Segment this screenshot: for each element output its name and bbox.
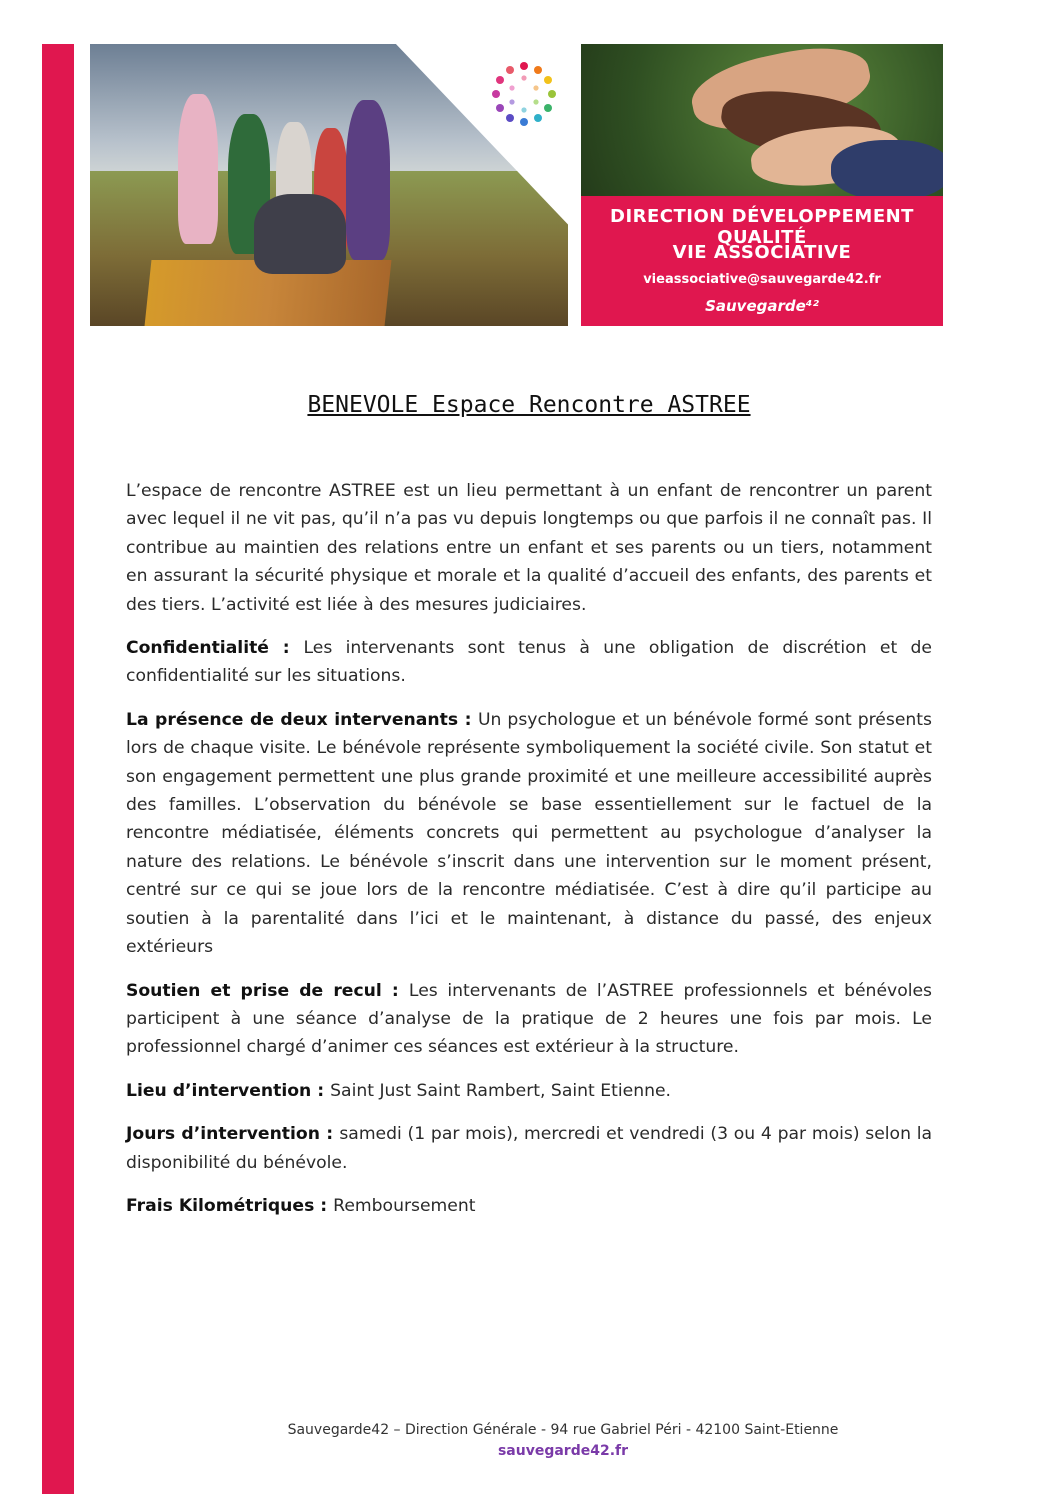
left-accent-bar [42, 44, 74, 1494]
section-text: Les intervenants de l’ASTREE professionnels et bénévoles participent à une séance d’analyse de la pratique de 2 heures une fois par mois. Le professionnel chargé d’animer ces séances est extérieur à la structure. [126, 980, 933, 1058]
section-support: Soutien et prise de recul : Les intervenants de l’ASTREE professionnels et bénévoles participent à une séance d’analyse de la pratique de 2 heures une fois par mois. Le professionnel chargé d’animer ces séances est extérieur à la structure. [126, 980, 933, 1058]
section-text: Saint Just Saint Rambert, Saint Etienne. [330, 1080, 672, 1101]
section-mileage: Frais Kilométriques : Remboursement [126, 1195, 476, 1216]
brand-logo-text: Sauvegarde⁴² [705, 297, 819, 315]
banner-direction-title: DIRECTION DÉVELOPPEMENT QUALITÉ [610, 206, 914, 248]
section-text: Les intervenants sont tenus à une obligation de discrétion et de confidentialité sur les situations. [126, 638, 932, 687]
section-text: Remboursement [333, 1195, 476, 1216]
document-title: BENEVOLE Espace Rencontre ASTREE [307, 392, 751, 418]
section-confidentiality: Confidentialité : Les intervenants sont tenus à une obligation de discrétion et de confidentialité sur les situations. [126, 638, 932, 687]
footer-website-link[interactable]: sauvegarde42.fr [497, 1443, 629, 1459]
header-banner [581, 196, 943, 326]
section-label: Frais Kilométriques [126, 1195, 315, 1216]
section-label: La présence de deux intervenants [126, 709, 459, 730]
section-label: Jours d’intervention [126, 1124, 320, 1145]
document-body [126, 477, 932, 1235]
section-label: Confidentialité [126, 638, 269, 659]
section-text: samedi (1 par mois), mercredi et vendredi (3 ou 4 par mois) selon la disponibilité du bénévole. [126, 1124, 932, 1173]
contact-email[interactable]: vieassociative@sauvegarde42.fr [643, 272, 881, 287]
section-location: Lieu d’intervention : Saint Just Saint Rambert, Saint Etienne. [126, 1080, 672, 1101]
section-days: Jours d’intervention : samedi (1 par mois), mercredi et vendredi (3 ou 4 par mois) selon la disponibilité du bénévole. [126, 1124, 932, 1173]
intro-paragraph: L’espace de rencontre ASTREE est un lieu permettant à un enfant de rencontrer un parent avec lequel il ne vit pas, qu’il n’a pas vu depuis longtemps ou que parfois il ne connaît pas. Il contribue au maintien des relations entre un enfant et ses parents ou un tiers, notamment en assurant la sécurité physique et morale et la qualité d’accueil des enfants, des parents et des tiers. L’activité est liée à des mesures judiciaires. [126, 481, 932, 615]
footer-address: Sauvegarde42 – Direction Générale - 94 rue Gabriel Péri - 42100 Saint-Etienne [287, 1422, 839, 1438]
section-text: Un psychologue et un bénévole formé sont présents lors de chaque visite. Le bénévole représente symboliquement la société civile. Son statut et son engagement permettent une plus grande proximité et une meilleure accessibilité auprès des familles. L’observation du bénévole se base essentiellement sur le factuel de la rencontre médiatisée, éléments concrets qui permettent au psychologue d’analyser la nature des relations. Le bénévole s’inscrit dans une intervention sur le moment présent, centré sur ce qui se joue lors de la rencontre médiatisée. C’est à dire qu’il participe au soutien à la parentalité dans l’ici et le maintenant, à distance du passé, des enjeux extérieurs [126, 709, 932, 958]
section-two-intervenants: La présence de deux intervenants : Un psychologue et un bénévole formé sont présents lors de chaque visite. Le bénévole représente symboliquement la société civile. Son statut et son engagement permettent une plus grande proximité et une meilleure accessibilité auprès des familles. L’observation du bénévole se base essentiellement sur le factuel de la rencontre médiatisée, éléments concrets qui permettent au psychologue d’analyser la nature des relations. Le bénévole s’inscrit dans une intervention sur le moment présent, centré sur ce qui se joue lors de la rencontre médiatisée. C’est à dire qu’il participe au soutien à la parentalité dans l’ici et le maintenant, à distance du passé, des enjeux extérieurs [126, 709, 932, 958]
section-label: Lieu d’intervention [126, 1080, 312, 1101]
hands-photo [581, 44, 943, 196]
section-label: Soutien et prise de recul [126, 980, 382, 1001]
banner-subtitle: VIE ASSOCIATIVE [672, 242, 852, 263]
logo-dot-wheel [490, 60, 558, 128]
